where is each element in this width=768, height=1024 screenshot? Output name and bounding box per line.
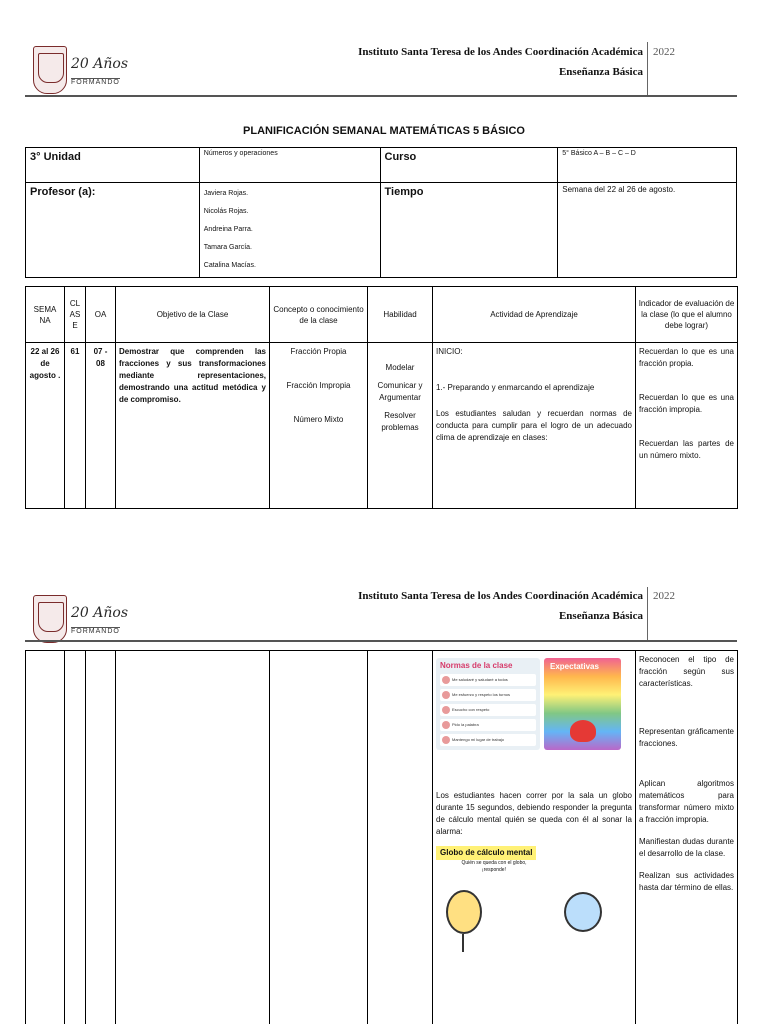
cell-oa-empty	[86, 651, 116, 1024]
actividad-globo: Los estudiantes hacen correr por la sala un globo durante 15 segundos, debiendo responder la pregunta de cálculo mental quién se queda con él al sonar la alarma:	[436, 791, 632, 836]
document-title: PLANIFICACIÓN SEMANAL MATEMÁTICAS 5 BÁSICO	[243, 125, 525, 137]
header-clase: CL AS E	[65, 287, 86, 343]
actividad-paso-1: 1.- Preparando y enmarcando el aprendizaje	[436, 383, 595, 392]
cell-actividad-continued	[433, 651, 636, 1024]
habilidad-item: Comunicar y Argumentar	[377, 381, 423, 402]
hands-icon	[564, 892, 602, 932]
habilidad-item: Modelar	[385, 363, 415, 372]
indicador-item: Aplican algoritmos matemáticos para transformar número mixto a fracción impropia.	[639, 779, 734, 824]
norm-row: Escucho con respeto	[440, 704, 536, 716]
curso-label: Curso	[380, 148, 558, 183]
logo-years: 20 Años	[71, 605, 129, 621]
norms-image	[436, 658, 621, 750]
header-rule	[25, 95, 737, 97]
crest-icon	[33, 46, 67, 94]
education-level: Enseñanza Básica	[558, 610, 643, 622]
crest-icon	[33, 595, 67, 643]
unidad-value: Números y operaciones	[199, 148, 380, 183]
header-habilidad: Habilidad	[368, 287, 433, 343]
concepto-item: Fracción Propia	[290, 347, 347, 356]
cell-indicadores-continued	[636, 651, 738, 1024]
concepto-item: Número Mixto	[293, 415, 344, 424]
heart-icon	[570, 720, 596, 742]
cell-habilidades	[368, 343, 433, 509]
logo-subtitle: FORMANDO	[71, 628, 120, 635]
cell-semana: 22 al 26 de agosto .	[26, 343, 65, 509]
expectations-title: Expectativas	[550, 662, 599, 671]
cell-clase-empty	[65, 651, 86, 1024]
header-divider	[647, 42, 648, 96]
expectations-panel	[544, 658, 621, 750]
globo-image	[436, 846, 621, 956]
header-year: 2022	[653, 590, 675, 602]
profesor-item: Javiera Rojas.	[203, 190, 249, 197]
institution-name: Instituto Santa Teresa de los Andes Coordinación Académica	[358, 590, 643, 602]
page-header	[0, 0, 768, 100]
norm-row: Mantengo mi lugar de trabajo	[440, 734, 536, 746]
cell-clase: 61	[65, 343, 86, 509]
plan-table-continued	[25, 650, 738, 1024]
cell-objetivo-empty	[116, 651, 270, 1024]
norms-panel	[436, 658, 540, 750]
logo-years: 20 Años	[71, 56, 129, 72]
header-indicador: Indicador de evaluación de la clase (lo que el alumno debe lograr)	[636, 287, 738, 343]
profesor-item: Nicolás Rojas.	[203, 208, 249, 215]
header-actividad: Actividad de Aprendizaje	[433, 287, 636, 343]
globo-subtitle: Quién se queda con el globo, ¡responde!	[461, 860, 527, 873]
education-level: Enseñanza Básica	[558, 66, 643, 78]
indicador-item: Recuerdan lo que es una fracción impropia.	[639, 393, 734, 414]
norm-row: Me esfuerzo y respeto los turnos	[440, 689, 536, 701]
globo-title: Globo de cálculo mental	[436, 846, 536, 860]
cell-habilidad-empty	[368, 651, 433, 1024]
header-objetivo: Objetivo de la Clase	[116, 287, 270, 343]
header-semana: SEMA NA	[26, 287, 65, 343]
profesor-label: Profesor (a):	[26, 183, 200, 278]
indicador-item: Realizan sus actividades hasta dar término de ellas.	[639, 871, 734, 892]
info-table	[25, 147, 737, 278]
cell-conceptos	[270, 343, 368, 509]
profesor-item: Andreina Parra.	[203, 226, 253, 233]
cell-oa: 07 - 08	[86, 343, 116, 509]
cell-concepto-empty	[270, 651, 368, 1024]
plan-table	[25, 286, 738, 509]
cell-indicadores	[636, 343, 738, 509]
school-logo	[33, 46, 129, 98]
cell-objetivo: Demostrar que comprenden las fracciones y sus transformaciones mediante representaciones, demostrando una actitud metódica y de compromiso.	[116, 343, 270, 509]
indicador-item: Recuerdan las partes de un número mixto.	[639, 439, 734, 460]
norms-title: Normas de la clase	[440, 661, 513, 670]
profesor-item: Tamara García.	[203, 244, 253, 251]
indicador-item: Recuerdan lo que es una fracción propia.	[639, 347, 734, 368]
profesor-item: Catalina Macías.	[203, 262, 256, 269]
indicador-item: Representan gráficamente fracciones.	[639, 727, 734, 748]
curso-value: 5° Básico A – B – C – D	[558, 148, 737, 183]
habilidad-item: Resolver problemas	[381, 411, 419, 432]
header-oa: OA	[86, 287, 116, 343]
page-2	[0, 565, 768, 1024]
cell-actividad	[433, 343, 636, 509]
institution-name: Instituto Santa Teresa de los Andes Coordinación Académica	[358, 46, 643, 58]
balloon-icon	[446, 890, 482, 934]
logo-subtitle: FORMANDO	[71, 79, 120, 86]
header-year: 2022	[653, 46, 675, 58]
header-divider	[647, 587, 648, 641]
concepto-item: Fracción Impropia	[286, 381, 351, 390]
cell-semana-empty	[26, 651, 65, 1024]
actividad-inicio: INICIO:	[436, 347, 463, 356]
unidad-label: 3° Unidad	[26, 148, 200, 183]
norm-row: Me saludaré y saludaré a todos	[440, 674, 536, 686]
indicador-item: Manifiestan dudas durante el desarrollo de la clase.	[639, 837, 734, 858]
header-rule	[25, 640, 737, 642]
indicador-item: Reconocen el tipo de fracción según sus características.	[639, 655, 734, 688]
tiempo-value: Semana del 22 al 26 de agosto.	[558, 183, 737, 278]
norm-row: Pido la palabra	[440, 719, 536, 731]
profesor-list	[199, 183, 380, 278]
actividad-descripcion: Los estudiantes saludan y recuerdan normas de conducta para cumplir para el logro de un adecuado clima de aprendizaje en clases:	[436, 409, 632, 442]
tiempo-label: Tiempo	[380, 183, 558, 278]
header-concepto: Concepto o conocimiento de la clase	[270, 287, 368, 343]
